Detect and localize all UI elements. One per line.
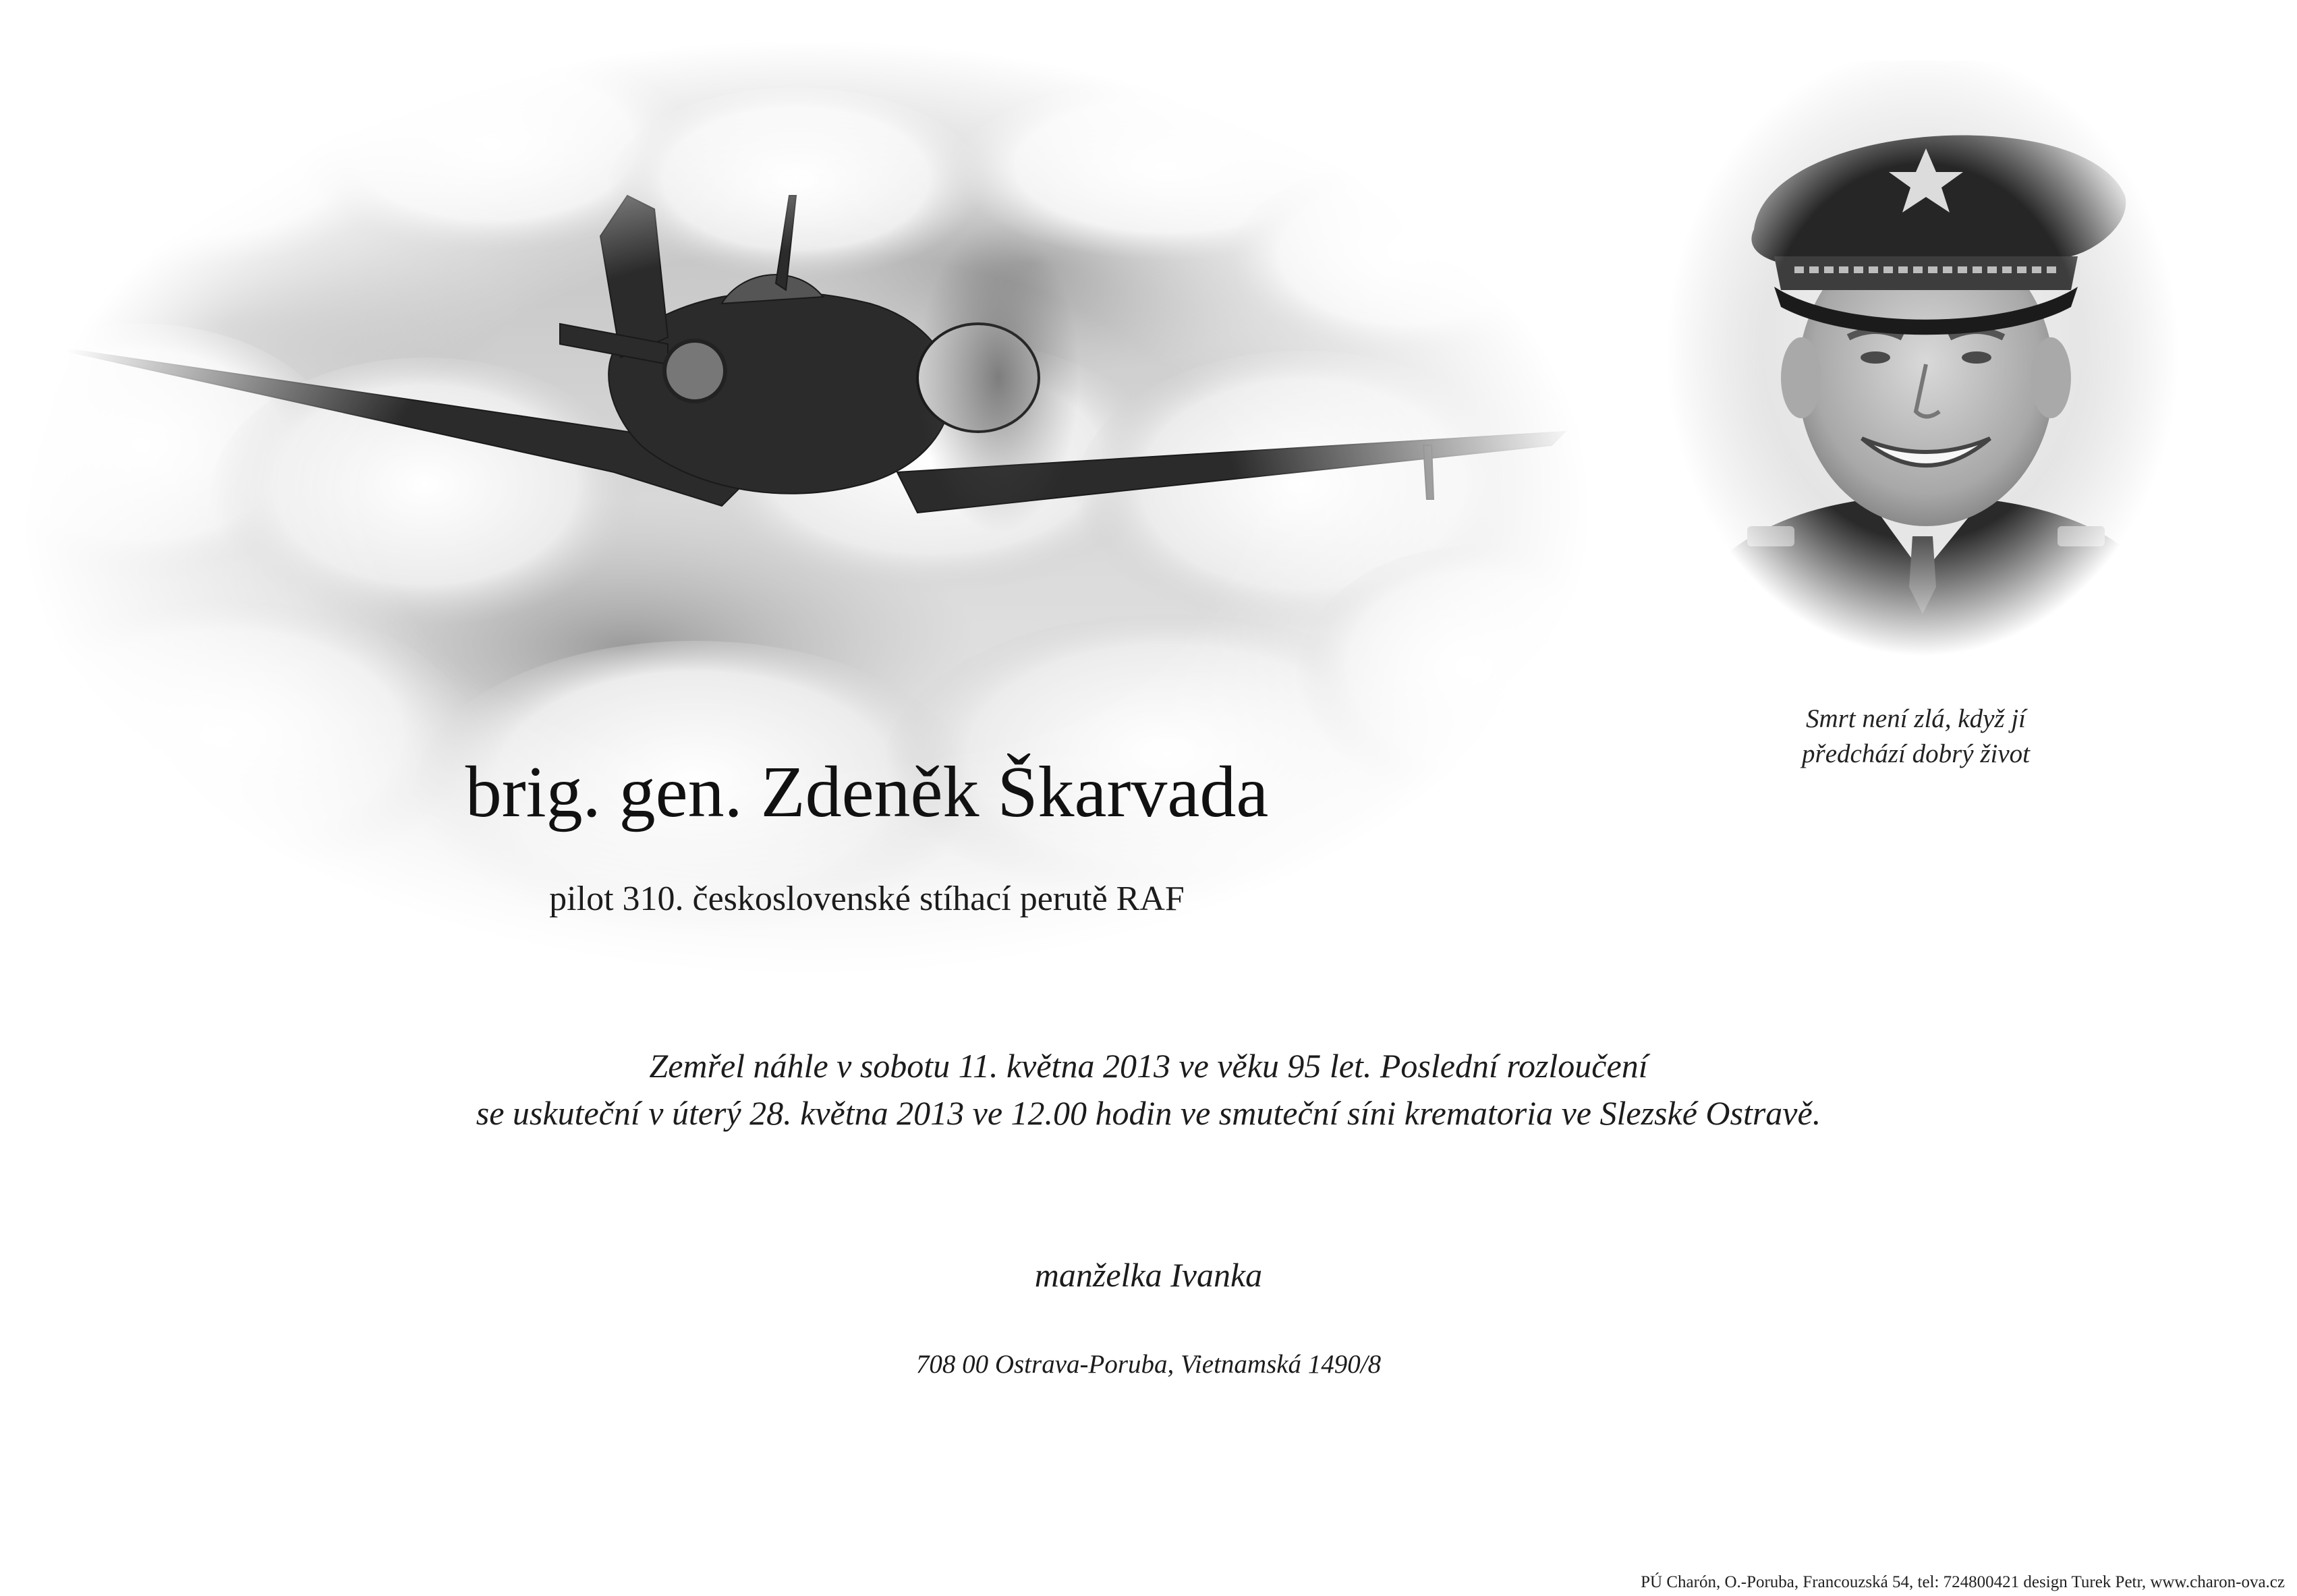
announcement-line: Zemřel náhle v sobotu 11. května 2013 ve věku 95 let. Poslední rozloučení — [649, 1047, 1648, 1085]
funeral-announcement — [0, 1042, 2297, 1137]
announcement-line: se uskuteční v úterý 28. května 2013 ve 12.00 hodin ve smuteční síni krematoria ve Slezské Ostravě. — [476, 1094, 1821, 1132]
general-portrait-image — [1666, 61, 2179, 668]
spitfire-clouds-image — [20, 40, 1592, 978]
survivor-name: manželka Ivanka — [1034, 1256, 1263, 1294]
deceased-subtitle: pilot 310. československé stíhací perutě RAF — [549, 880, 1185, 918]
survivor-address: 708 00 Ostrava-Poruba, Vietnamská 1490/8 — [915, 1350, 1382, 1379]
deceased-name: brig. gen. Zdeněk Škarvada — [465, 752, 1269, 832]
quote-line: Smrt není zlá, když jí — [1805, 704, 2026, 733]
funeral-home-imprint: PÚ Charón, O.-Poruba, Francouzská 54, tel: 724800421 design Turek Petr, www.charon-ova.cz — [1641, 1573, 2285, 1591]
quote-line: předchází dobrý život — [1802, 739, 2030, 768]
epitaph-quote — [1727, 702, 2105, 772]
